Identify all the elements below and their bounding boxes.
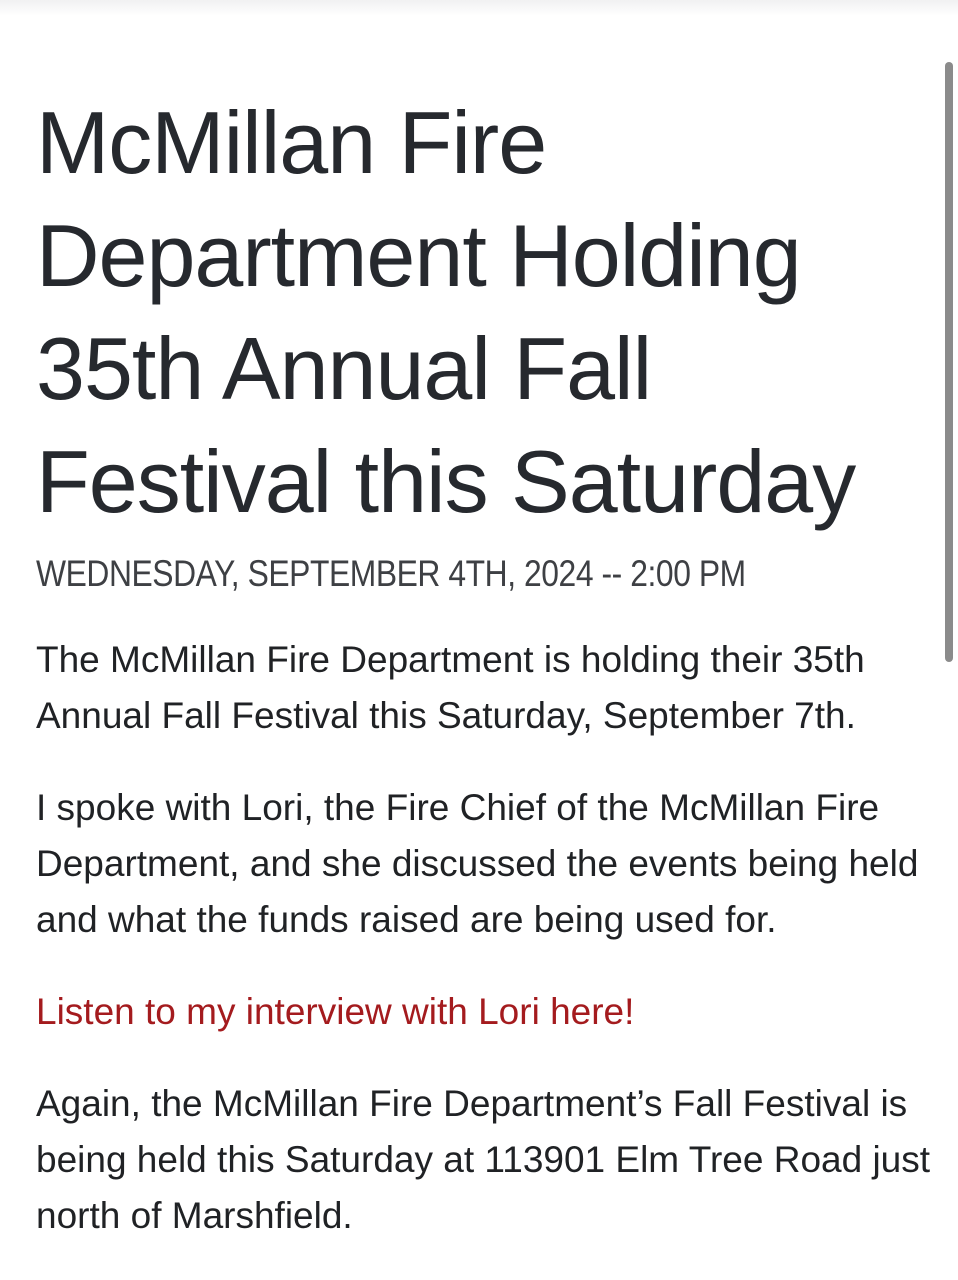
paragraph: I spoke with Lori, the Fire Chief of the McMillan Fire Department, and she discussed the events being held and what the funds raised are being used for. [36,787,919,940]
link-paragraph [36,984,931,1040]
page-title-line: McMillan Fire [36,93,547,192]
page-title-line: Festival this Saturday [36,432,856,531]
article-body [36,632,940,1244]
closing-paragraph: Again, the McMillan Fire Department’s Fall Festival is being held this Saturday at 113901 Elm Tree Road just north of Marshfield. [36,1083,931,1236]
paragraph: The McMillan Fire Department is holding their 35th Annual Fall Festival this Saturday, September 7th. [36,639,865,736]
page-title-line: Department Holding [36,206,801,305]
page-title-line: 35th Annual Fall [36,319,652,418]
dateline-text: WEDNESDAY, SEPTEMBER 4TH, 2024 -- 2:00 PM [36,553,746,594]
article [0,86,958,1244]
page-title [36,86,940,538]
interview-audio-link[interactable]: Listen to my interview with Lori here! [36,991,635,1032]
scrollbar-thumb[interactable] [945,62,953,662]
dateline [36,554,940,594]
scrollbar[interactable] [942,0,958,1280]
top-fade [0,0,958,16]
